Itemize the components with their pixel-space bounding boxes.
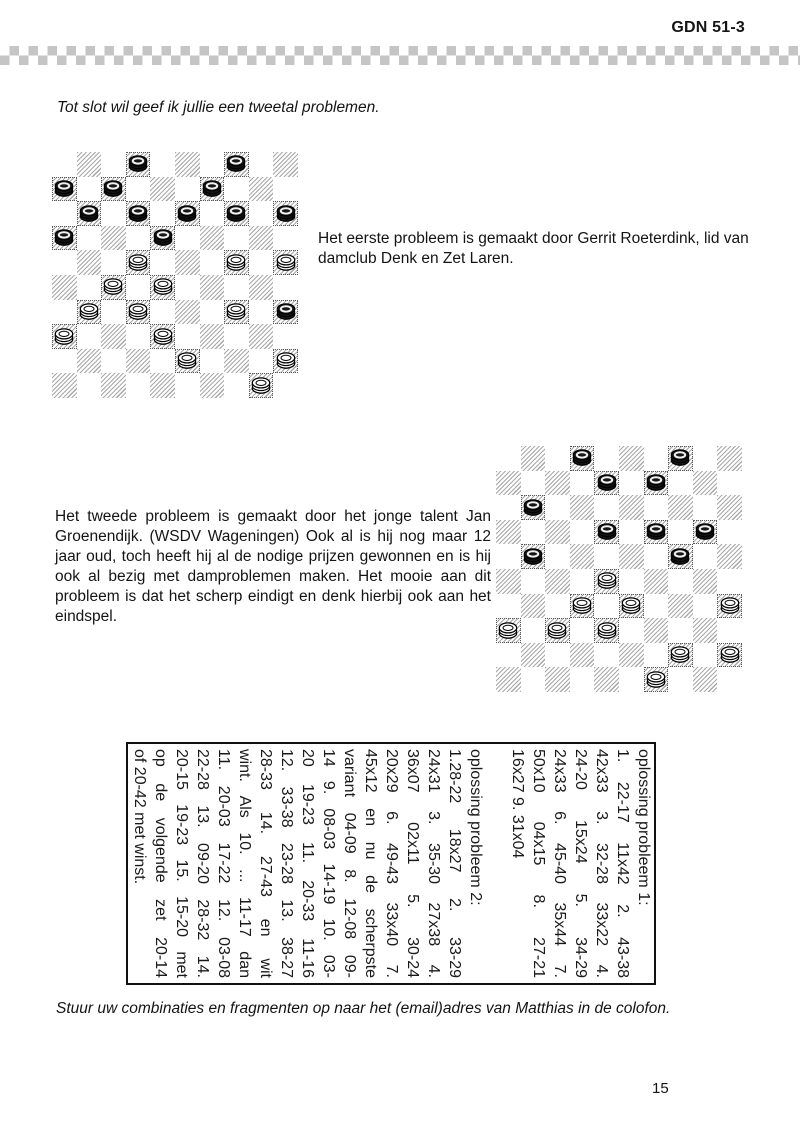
board-square — [521, 471, 546, 496]
black-piece — [128, 205, 148, 222]
board-square — [668, 667, 693, 692]
board-square — [101, 177, 126, 202]
board-square — [200, 275, 225, 300]
board-square — [693, 643, 718, 668]
board-square — [496, 471, 521, 496]
board-square — [77, 373, 102, 398]
black-piece — [128, 155, 148, 172]
board-square — [521, 569, 546, 594]
board-square — [52, 373, 77, 398]
solution-line: variant 04-09 8. 12-08 09- — [341, 749, 358, 978]
board-square — [101, 300, 126, 325]
solution-line — [486, 749, 507, 978]
page-number: 15 — [652, 1080, 669, 1097]
board-square — [693, 594, 718, 619]
board-square — [126, 250, 151, 275]
board-square — [175, 275, 200, 300]
board-square — [545, 618, 570, 643]
board-square — [570, 594, 595, 619]
board-square — [200, 177, 225, 202]
board-square — [644, 544, 669, 569]
board-square — [126, 152, 151, 177]
black-piece — [276, 303, 296, 320]
black-piece — [646, 523, 666, 540]
board-square — [77, 226, 102, 251]
black-piece — [670, 449, 690, 466]
board-square — [126, 300, 151, 325]
board-square — [496, 594, 521, 619]
board-square — [496, 446, 521, 471]
board-square — [175, 300, 200, 325]
board-square — [668, 544, 693, 569]
board-square — [668, 569, 693, 594]
white-piece — [276, 254, 296, 271]
black-piece — [79, 205, 99, 222]
white-piece — [597, 622, 617, 639]
board-square — [126, 373, 151, 398]
rotated-solution-text — [129, 749, 654, 978]
board-square — [175, 201, 200, 226]
white-piece — [720, 597, 740, 614]
intro-text: Tot slot wil geef ik jullie een tweetal problemen. — [57, 99, 380, 116]
board-square — [693, 544, 718, 569]
board-square — [150, 275, 175, 300]
problem-2-caption: Het tweede probleem is gemaakt door het jonge talent Jan Groenendijk. (WSDV Wageningen) Ook al is hij nog maar 12 jaar oud, toch heeft hij al de nodige prijzen gewonnen en is hij ook al bezig met damproblemen maken. Het mooie aan dit probleem is dat het scherp eindigt en denk hierbij ook aan het eindspel. — [55, 508, 491, 625]
solution-line: 22-28 13. 09-20 28-32 14. — [194, 749, 211, 978]
solution-line: 45x12 en nu de scherpste — [362, 749, 379, 978]
board-square — [126, 275, 151, 300]
solution-line: 24x33 6. 45-40 35x44 7. — [551, 749, 568, 978]
board-square — [717, 643, 742, 668]
board-square — [496, 520, 521, 545]
black-piece — [177, 205, 197, 222]
board-square — [101, 373, 126, 398]
board-square — [77, 152, 102, 177]
board-square — [77, 201, 102, 226]
board-square — [521, 643, 546, 668]
board-square — [249, 324, 274, 349]
board-square — [224, 275, 249, 300]
board-square — [545, 594, 570, 619]
board-square — [619, 643, 644, 668]
white-piece — [54, 328, 74, 345]
board-square — [224, 324, 249, 349]
board-square — [249, 275, 274, 300]
black-piece — [695, 523, 715, 540]
board-square — [668, 446, 693, 471]
board-square — [52, 250, 77, 275]
board-square — [619, 569, 644, 594]
board-square — [644, 569, 669, 594]
board-square — [496, 544, 521, 569]
white-piece — [720, 646, 740, 663]
solution-line: 36x07 02x11 5. 30-24 — [404, 749, 421, 978]
board-square — [150, 177, 175, 202]
solution-line: 14 9. 08-03 14-19 10. 03- — [320, 749, 337, 978]
board-square — [224, 152, 249, 177]
footer-note: Stuur uw combinaties en fragmenten op naar het (email)adres van Matthias in de colofon. — [56, 1000, 671, 1017]
black-piece — [670, 548, 690, 565]
board-square — [717, 544, 742, 569]
board-square — [693, 667, 718, 692]
board-square — [52, 300, 77, 325]
board-square — [545, 544, 570, 569]
white-piece — [128, 254, 148, 271]
black-piece — [276, 205, 296, 222]
board-square — [101, 250, 126, 275]
board-square — [273, 300, 298, 325]
board-square — [594, 520, 619, 545]
board-square — [273, 152, 298, 177]
solution-line: 1. 22-17 11x42 2. 43-38 — [614, 749, 631, 978]
board-square — [77, 349, 102, 374]
board-square — [496, 643, 521, 668]
board-square — [200, 300, 225, 325]
board-square — [224, 373, 249, 398]
solution-line: 28-33 14. 27-43 en wit — [257, 749, 274, 978]
black-piece — [646, 474, 666, 491]
solution-line: wint. Als 10. ... 11-17 dan — [236, 749, 253, 978]
board-square — [594, 569, 619, 594]
board-square — [101, 275, 126, 300]
problem-1-caption: Het eerste probleem is gemaakt door Gerrit Roeterdink, lid van damclub Denk en Zet Laren. — [318, 230, 749, 267]
board-square — [693, 495, 718, 520]
board-square — [693, 618, 718, 643]
black-piece — [202, 180, 222, 197]
solution-line: op de volgende zet 20-14 — [152, 749, 169, 978]
page-title: GDN 51-3 — [671, 19, 745, 36]
board-square — [150, 250, 175, 275]
problem-2-board — [496, 446, 742, 692]
board-square — [249, 349, 274, 374]
board-square — [496, 495, 521, 520]
board-square — [521, 495, 546, 520]
board-square — [619, 471, 644, 496]
board-square — [668, 495, 693, 520]
board-square — [224, 250, 249, 275]
board-square — [101, 324, 126, 349]
board-square — [644, 495, 669, 520]
board-square — [200, 201, 225, 226]
board-square — [717, 569, 742, 594]
board-square — [619, 520, 644, 545]
board-square — [273, 226, 298, 251]
board-square — [570, 618, 595, 643]
board-square — [717, 594, 742, 619]
board-square — [52, 226, 77, 251]
board-square — [273, 324, 298, 349]
board-square — [521, 544, 546, 569]
board-square — [77, 275, 102, 300]
board-square — [717, 667, 742, 692]
board-square — [52, 152, 77, 177]
board-square — [126, 177, 151, 202]
board-square — [668, 471, 693, 496]
board-square — [249, 226, 274, 251]
board-square — [521, 618, 546, 643]
board-square — [175, 349, 200, 374]
board-square — [52, 349, 77, 374]
board-square — [545, 446, 570, 471]
solution-line: 16x27 9. 31x04 — [509, 749, 526, 859]
board-square — [200, 373, 225, 398]
board-square — [570, 520, 595, 545]
board-square — [570, 667, 595, 692]
black-piece — [103, 180, 123, 197]
board-square — [150, 226, 175, 251]
board-square — [249, 373, 274, 398]
board-square — [717, 618, 742, 643]
board-square — [101, 201, 126, 226]
board-square — [200, 324, 225, 349]
solution-line: 50x10 04x15 8. 27-21 — [530, 749, 547, 978]
board-square — [668, 618, 693, 643]
board-square — [249, 152, 274, 177]
board-square — [77, 300, 102, 325]
black-piece — [597, 474, 617, 491]
board-square — [594, 667, 619, 692]
board-square — [570, 446, 595, 471]
white-piece — [153, 328, 173, 345]
board-square — [594, 446, 619, 471]
board-square — [619, 618, 644, 643]
board-square — [717, 495, 742, 520]
solution-line: oplossing probleem 1: — [635, 749, 652, 906]
solution-line: 24-20 15x24 5. 34-29 — [572, 749, 589, 978]
board-square — [249, 201, 274, 226]
board-square — [521, 446, 546, 471]
board-square — [77, 250, 102, 275]
board-square — [644, 643, 669, 668]
board-square — [175, 373, 200, 398]
board-square — [693, 471, 718, 496]
board-square — [175, 177, 200, 202]
board-square — [619, 495, 644, 520]
black-piece — [54, 180, 74, 197]
solution-line: 20 19-23 11. 20-33 11-16 — [299, 749, 316, 978]
board-square — [249, 250, 274, 275]
board-square — [150, 324, 175, 349]
board-square — [570, 544, 595, 569]
board-square — [52, 275, 77, 300]
board-square — [150, 201, 175, 226]
board-square — [717, 520, 742, 545]
board-square — [101, 349, 126, 374]
white-piece — [547, 622, 567, 639]
board-square — [224, 201, 249, 226]
black-piece — [153, 229, 173, 246]
board-square — [570, 643, 595, 668]
solution-line: 20x29 6. 49-43 33x40 7. — [383, 749, 400, 978]
board-square — [52, 324, 77, 349]
board-square — [644, 594, 669, 619]
board-square — [545, 643, 570, 668]
white-piece — [128, 303, 148, 320]
board-square — [273, 373, 298, 398]
board-square — [273, 177, 298, 202]
black-piece — [597, 523, 617, 540]
board-square — [693, 569, 718, 594]
board-square — [200, 226, 225, 251]
board-square — [273, 250, 298, 275]
board-square — [175, 250, 200, 275]
board-square — [175, 324, 200, 349]
board-square — [668, 520, 693, 545]
board-square — [200, 250, 225, 275]
board-square — [52, 177, 77, 202]
checkered-band-decoration — [0, 46, 800, 65]
board-square — [521, 520, 546, 545]
solutions-box — [126, 742, 656, 985]
board-square — [77, 177, 102, 202]
board-square — [570, 569, 595, 594]
white-piece — [670, 646, 690, 663]
board-square — [101, 226, 126, 251]
board-square — [150, 349, 175, 374]
solution-line: 1.28-22 18x27 2. 33-29 — [446, 749, 463, 978]
board-square — [150, 373, 175, 398]
board-square — [77, 324, 102, 349]
white-piece — [621, 597, 641, 614]
solution-line: 11. 20-03 17-22 12. 03-08 — [215, 749, 232, 978]
black-piece — [572, 449, 592, 466]
board-square — [693, 446, 718, 471]
board-square — [249, 177, 274, 202]
board-square — [644, 446, 669, 471]
white-piece — [276, 352, 296, 369]
board-square — [224, 300, 249, 325]
solution-line: of 20-42 met winst. — [131, 749, 148, 885]
board-square — [126, 324, 151, 349]
white-piece — [153, 278, 173, 295]
white-piece — [226, 254, 246, 271]
board-square — [101, 152, 126, 177]
board-square — [224, 349, 249, 374]
board-square — [521, 594, 546, 619]
board-square — [200, 349, 225, 374]
board-square — [570, 471, 595, 496]
board-square — [594, 495, 619, 520]
solution-line: 42x33 3. 32-28 33x22 4. — [593, 749, 610, 978]
board-square — [545, 569, 570, 594]
board-square — [200, 152, 225, 177]
white-piece — [498, 622, 518, 639]
problem-1-board — [52, 152, 298, 398]
board-square — [150, 152, 175, 177]
board-square — [496, 667, 521, 692]
white-piece — [177, 352, 197, 369]
board-square — [224, 177, 249, 202]
board-square — [126, 226, 151, 251]
board-square — [126, 201, 151, 226]
solution-line: 20-15 19-23 15. 15-20 met — [173, 749, 190, 978]
board-square — [619, 594, 644, 619]
black-piece — [523, 548, 543, 565]
black-piece — [523, 499, 543, 516]
black-piece — [226, 155, 246, 172]
board-square — [273, 201, 298, 226]
board-square — [717, 471, 742, 496]
solution-line: 24x31 3. 35-30 27x38 4. — [425, 749, 442, 978]
board-square — [224, 226, 249, 251]
board-square — [126, 349, 151, 374]
board-square — [496, 618, 521, 643]
white-piece — [646, 671, 666, 688]
board-square — [545, 667, 570, 692]
black-piece — [54, 229, 74, 246]
white-piece — [226, 303, 246, 320]
board-square — [521, 667, 546, 692]
white-piece — [79, 303, 99, 320]
board-square — [249, 300, 274, 325]
board-square — [717, 446, 742, 471]
board-square — [150, 300, 175, 325]
board-square — [594, 594, 619, 619]
white-piece — [103, 278, 123, 295]
board-square — [594, 618, 619, 643]
board-square — [594, 643, 619, 668]
board-square — [668, 643, 693, 668]
board-square — [52, 201, 77, 226]
white-piece — [251, 377, 271, 394]
board-square — [619, 667, 644, 692]
solution-line: oplossing probleem 2: — [467, 749, 484, 906]
board-square — [175, 152, 200, 177]
board-square — [545, 495, 570, 520]
board-square — [644, 520, 669, 545]
white-piece — [597, 572, 617, 589]
board-square — [594, 544, 619, 569]
board-square — [619, 446, 644, 471]
board-square — [175, 226, 200, 251]
black-piece — [226, 205, 246, 222]
board-square — [594, 471, 619, 496]
board-square — [570, 495, 595, 520]
board-square — [273, 275, 298, 300]
board-square — [545, 471, 570, 496]
board-square — [644, 667, 669, 692]
board-square — [545, 520, 570, 545]
board-square — [644, 618, 669, 643]
board-square — [496, 569, 521, 594]
board-square — [619, 544, 644, 569]
board-square — [693, 520, 718, 545]
board-square — [668, 594, 693, 619]
white-piece — [572, 597, 592, 614]
board-square — [273, 349, 298, 374]
solution-line: 12. 33-38 23-28 13. 38-27 — [278, 749, 295, 978]
board-square — [644, 471, 669, 496]
